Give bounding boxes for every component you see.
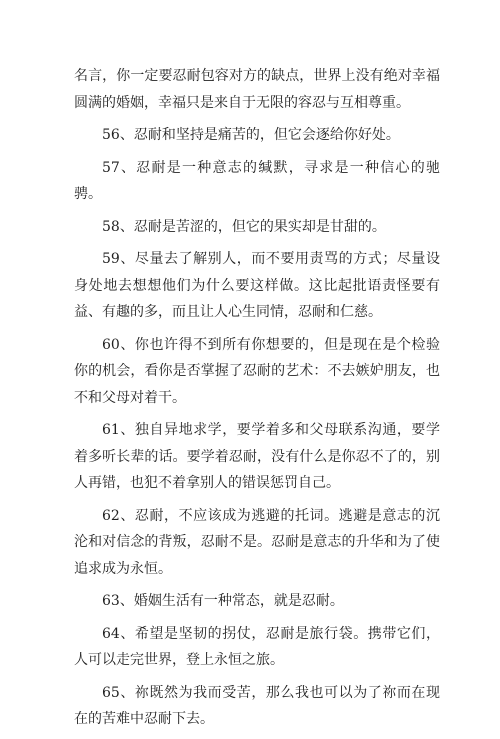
quote-56: 56、忍耐和坚持是痛苦的，但它会逐给你好处。	[102, 127, 400, 143]
quote-57: 57、忍耐是一种意志的缄默，寻求是一种信心的驰骋。	[74, 159, 440, 202]
quote-65: 65、祢既然为我而受苦，那么我也可以为了祢而在现在的苦难中忍耐下去。	[74, 684, 440, 727]
quote-62: 62、忍耐，不应该成为逃避的托词。逃避是意志的沉沦和对信念的背叛，忍耐不是。忍耐是意志的升华和为了使追求成为永恒。	[74, 507, 440, 577]
quote-60: 60、你也许得不到所有你想要的，但是现在是个检验你的机会，看你是否掌握了忍耐的艺术：不去嫉妒朋友，也不和父母对着干。	[74, 336, 440, 406]
paragraph-continuation: 名言，你一定要忍耐包容对方的缺点，世界上没有绝对幸福圆满的婚姻，幸福只是来自于无限的容忍与互相尊重。	[74, 68, 440, 111]
quote-64: 64、希望是坚韧的拐仗，忍耐是旅行袋。携带它们，人可以走完世界，登上永恒之旅。	[74, 625, 440, 668]
quote-61: 61、独自异地求学，要学着多和父母联系沟通，要学着多听长辈的话。要学着忍耐，没有什么是你忍不了的，别人再错，也犯不着拿别人的错误惩罚自己。	[74, 422, 440, 491]
quote-59: 59、尽量去了解别人，而不要用责骂的方式；尽量设身处地去想想他们为什么要这样做。这比起批语责怪要有益、有趣的多，而且让人心生同情，忍耐和仁慈。	[74, 251, 440, 320]
document-body	[74, 63, 440, 739]
quote-63: 63、婚姻生活有一种常态，就是忍耐。	[102, 593, 344, 609]
quote-58: 58、忍耐是苦涩的，但它的果实却是甘甜的。	[102, 218, 386, 235]
